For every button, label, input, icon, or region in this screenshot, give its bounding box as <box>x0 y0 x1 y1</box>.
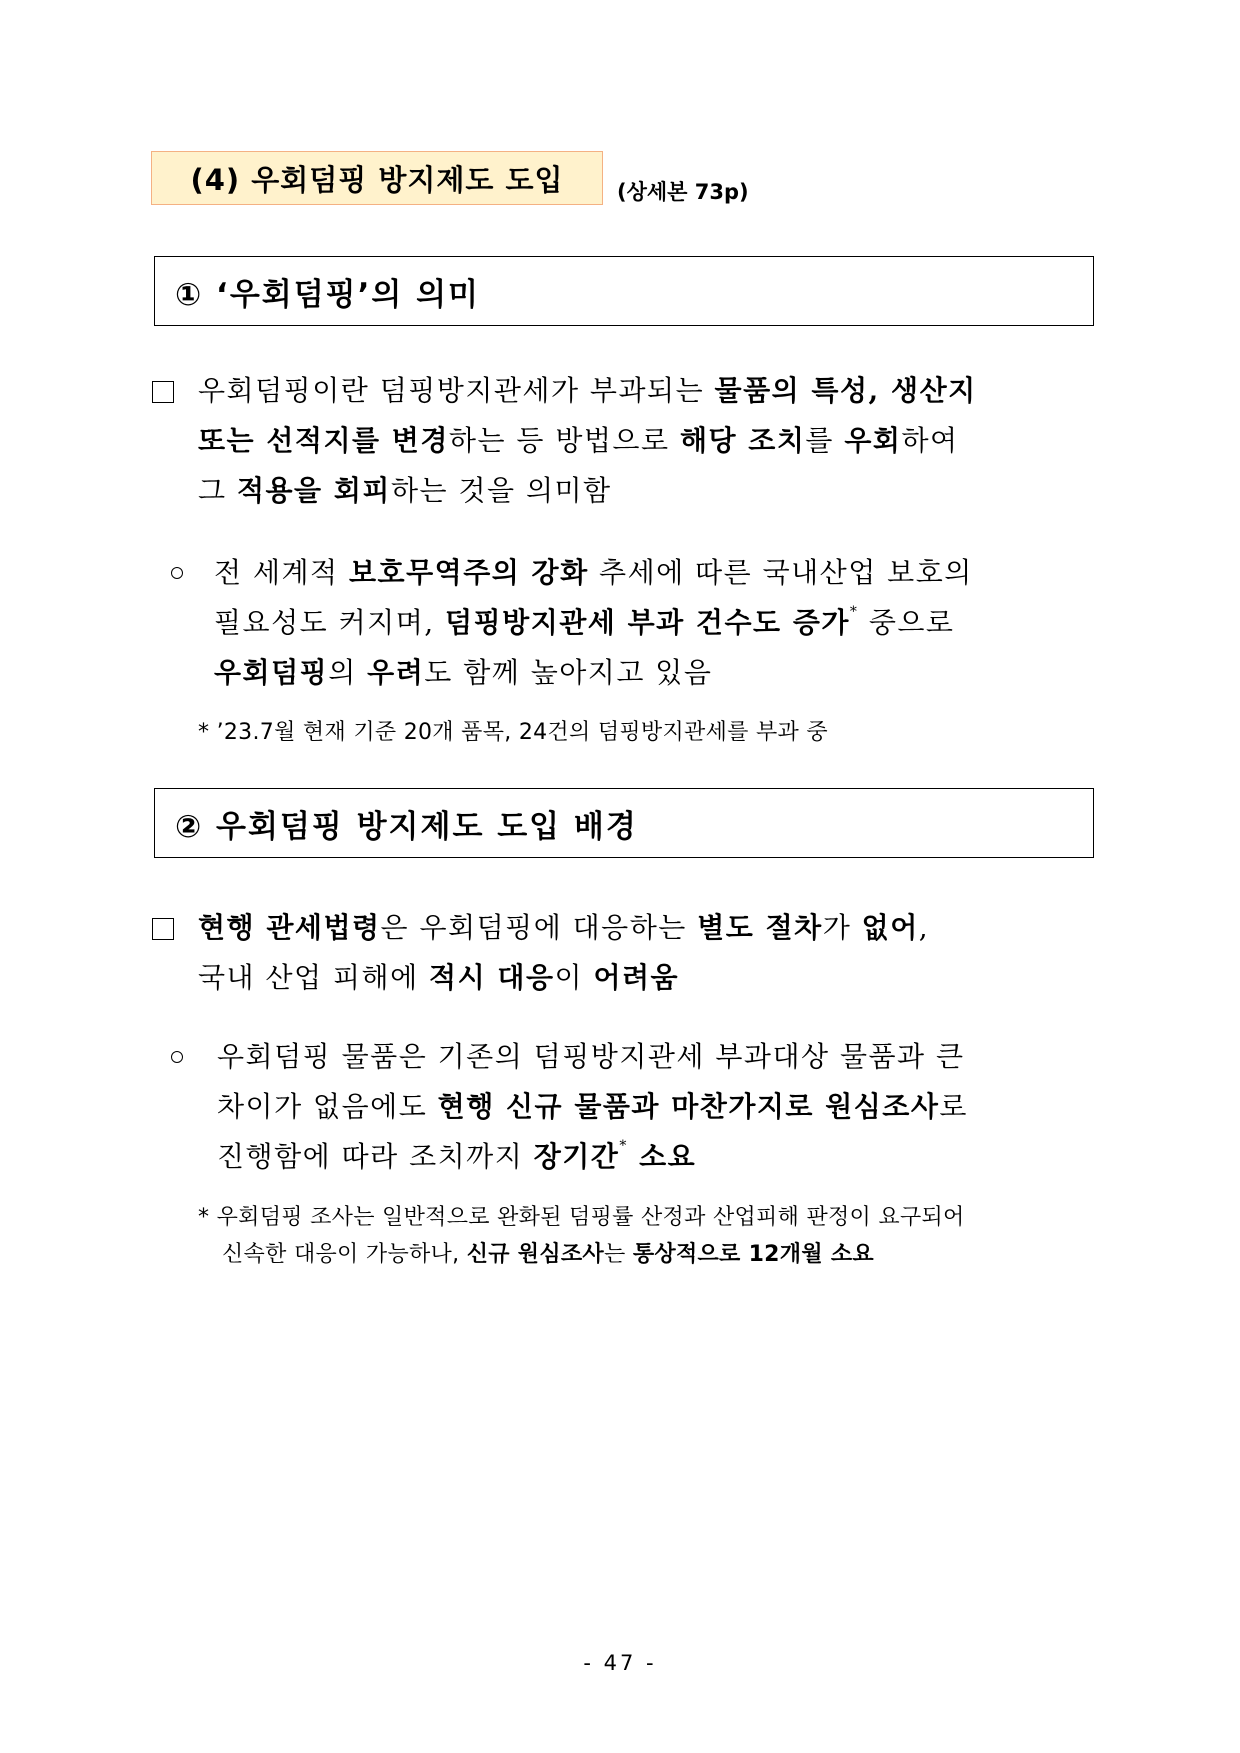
sub-bullet-line <box>217 1138 697 1173</box>
footnote: * ’23.7월 현재 기준 20개 품목, 24건의 덤핑방지관세를 부과 중 <box>198 720 828 745</box>
emphasis-text: 적용을 회피 <box>236 474 391 507</box>
circle-bullet-icon <box>171 1051 183 1063</box>
footnote-marker: * <box>619 1138 628 1154</box>
emphasis-text: 현행 신규 물품과 마찬가지로 원심조사 <box>437 1090 940 1123</box>
footnote <box>222 1244 874 1266</box>
text-run: 신속한 대응이 가능하나, <box>222 1242 467 1267</box>
emphasis-text: 현행 관세법령 <box>198 911 381 944</box>
sub-bullet-line <box>217 1090 968 1123</box>
text-run: , <box>918 911 930 944</box>
emphasis-text: 덤핑방지관세 부과 건수도 증가 <box>445 606 850 639</box>
paragraph-line <box>198 474 612 507</box>
page-number: - 47 - <box>583 1651 657 1675</box>
sub-bullet-line <box>217 1040 965 1073</box>
text-run: 우회덤핑 물품은 기존의 덤핑방지관세 부과대상 물품과 큰 <box>217 1040 965 1073</box>
emphasis-text: 우회덤핑 <box>214 656 329 689</box>
sub-bullet-line <box>214 556 973 589</box>
text-run: 하는 등 방법으로 <box>448 424 680 457</box>
subsection-title-box-1 <box>154 256 1094 326</box>
paragraph-line <box>198 961 680 994</box>
checkbox-square-icon <box>152 381 174 403</box>
paragraph-line <box>198 374 977 407</box>
emphasis-text: 소요 <box>627 1140 697 1173</box>
section-heading-text: (4) 우회덤핑 방지제도 도입 <box>190 162 564 197</box>
text-run: 전 세계적 <box>214 556 349 589</box>
text-run: 하여 <box>901 424 959 457</box>
text-run: 도 함께 높아지고 있음 <box>424 656 713 689</box>
subsection-title-1: ① ‘우회덤핑’의 의미 <box>175 276 481 313</box>
emphasis-text: 또는 선적지를 변경 <box>198 424 449 457</box>
emphasis-text: 우회 <box>844 424 902 457</box>
text-run: 필요성도 커지며, <box>214 606 446 639</box>
footnote-marker: * <box>849 604 859 620</box>
text-run: 이 <box>554 961 594 994</box>
emphasis-text: 적시 대응 <box>429 961 555 994</box>
text-run: 중으로 <box>858 606 955 639</box>
subsection-title-2: ② 우회덤핑 방지제도 도입 배경 <box>175 808 638 845</box>
paragraph-line <box>198 424 959 457</box>
text-run: 은 우회덤핑에 대응하는 <box>380 911 698 944</box>
emphasis-text: 통상적으로 12개월 소요 <box>632 1242 874 1267</box>
checkbox-square-icon <box>152 918 174 940</box>
text-run: 우회덤핑이란 덤핑방지관세가 부과되는 <box>198 374 715 407</box>
text-run: 로 <box>939 1090 968 1123</box>
text-run: 진행함에 따라 조치까지 <box>217 1140 534 1173</box>
subsection-title-box-2 <box>154 788 1094 858</box>
emphasis-text: 신규 원심조사 <box>466 1242 604 1267</box>
section-heading <box>151 151 603 205</box>
detail-reference: (상세본 73p) <box>617 180 749 204</box>
emphasis-text: 장기간 <box>533 1140 620 1173</box>
sub-bullet-line <box>214 656 713 689</box>
emphasis-text: 해당 조치 <box>679 424 806 457</box>
emphasis-text: 물품의 특성, 생산지 <box>714 374 977 407</box>
text-run: * 우회덤핑 조사는 일반적으로 완화된 덤핑률 산정과 산업피해 판정이 요구되어 <box>198 1205 965 1230</box>
emphasis-text: 없어 <box>861 911 919 944</box>
footnote <box>198 1207 965 1229</box>
sub-bullet-line <box>214 604 955 639</box>
text-run: 는 <box>603 1242 633 1267</box>
emphasis-text: 어려움 <box>593 961 680 994</box>
text-run: 그 <box>198 474 237 507</box>
text-run: 하는 것을 의미함 <box>390 474 612 507</box>
text-run: 국내 산업 피해에 <box>198 961 430 994</box>
text-run: 가 <box>822 911 862 944</box>
emphasis-text: 보호무역주의 강화 <box>349 556 589 589</box>
paragraph-line <box>198 911 930 944</box>
emphasis-text: 별도 절차 <box>697 911 823 944</box>
text-run: 추세에 따른 국내산업 보호의 <box>588 556 973 589</box>
text-run: 의 <box>328 656 368 689</box>
emphasis-text: 우려 <box>367 656 425 689</box>
circle-bullet-icon <box>171 567 183 579</box>
text-run: 차이가 없음에도 <box>217 1090 438 1123</box>
text-run: 를 <box>805 424 845 457</box>
